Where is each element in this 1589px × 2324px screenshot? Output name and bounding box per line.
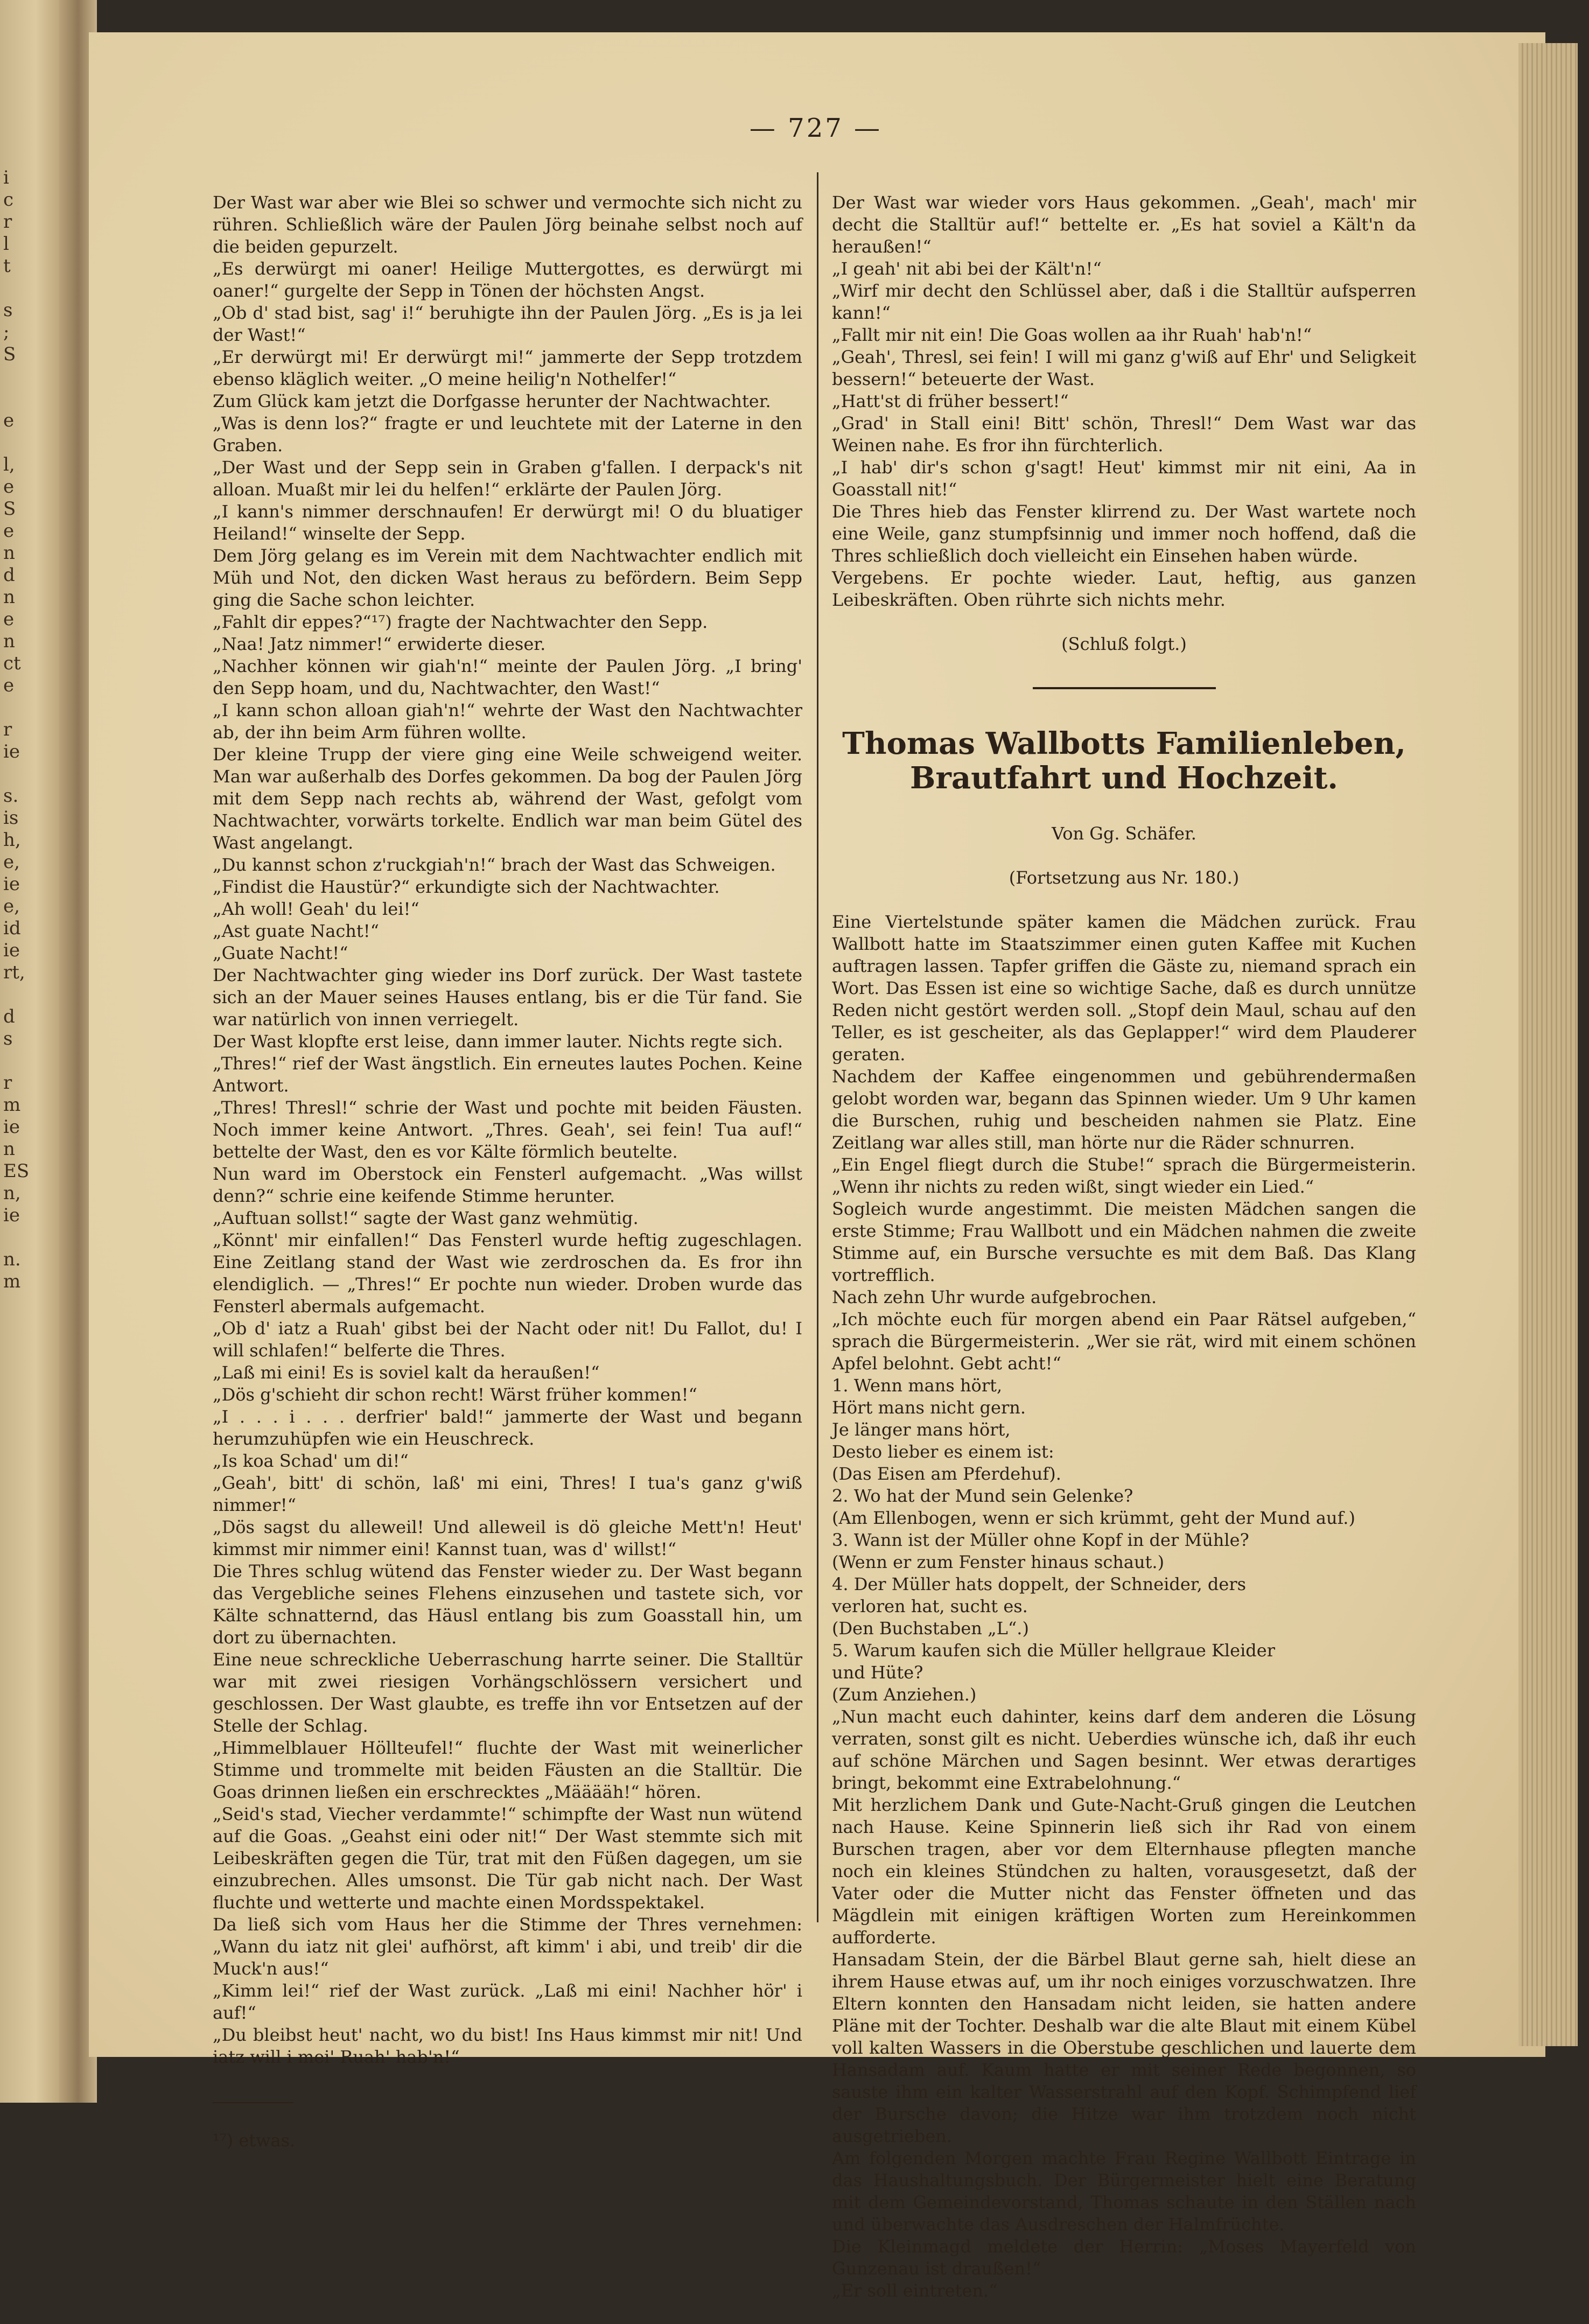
article-byline: Von Gg. Schäfer. [1052, 823, 1196, 844]
page-number: — 727 — [749, 113, 883, 143]
article-headline: Thomas Wallbotts Familienleben, Brautfahrt und Hochzeit. [842, 726, 1406, 796]
continued-note: (Schluß folgt.) [1061, 634, 1187, 654]
left-page-edge [0, 0, 65, 2103]
section-rule [1033, 687, 1216, 689]
page-stack-edge [1518, 43, 1578, 2046]
left-column-text: Der Wast war aber wie Blei so schwer und vermochte sich nicht zu rühren. Schließlich wäre der Paulen Jörg beinahe selbst noch auf die beiden gepurzelt. „Es derwürgt mi oaner! Heilige Muttergottes, es derwürgt mi oaner!“ gurgelte der Sepp in Tönen der höchsten Angst. „Ob d' stad bist, sag' i!“ beruhigte ihn der Paulen Jörg. „Es is ja lei der Wast!“ „Er derwürgt mi! Er derwürgt mi!“ jammerte der Sepp trotzdem ebenso kläglich weiter. „O meine heilig'n Nothelfer!“ Zum Glück kam jetzt die Dorfgasse herunter der Nachtwachter. „Was is denn los?“ fragte er und leuchtete mit der Laterne in den Graben. „Der Wast und der Sepp sein in Graben g'fallen. I derpack's nit alloan. Muaßt mir lei du helfen!“ erklärte der Paulen Jörg. „I kann's nimmer derschnaufen! Er derwürgt mi! O du bluatiger Heiland!“ winselte der Sepp. Dem Jörg gelang es im Verein mit dem Nachtwachter endlich mit Müh und Not, den dicken Wast heraus zu befördern. Beim Sepp ging die Sache schon leichter. „Fahlt dir eppes?“¹⁷) fragte der Nachtwachter den Sepp. „Naa! Jatz nimmer!“ erwiderte dieser. „Nachher können wir giah'n!“ meinte der Paulen Jörg. „I bring' den Sepp hoam, und du, Nachtwachter, den Wast!“ „I kann schon alloan giah'n!“ wehrte der Wast den Nachtwachter ab, der ihn beim Arm führen wollte. Der kleine Trupp der viere ging eine Weile schweigend weiter. Man war außerhalb des Dorfes gekommen. Da bog der Paulen Jörg mit dem Sepp nach rechts ab, während der Wast, gefolgt vom Nachtwachter, vorwärts torkelte. Endlich war man beim Gütel des Wast angelangt. „Du kannst schon z'ruckgiah'n!“ brach der Wast das Schweigen. „Findist die Haustür?“ erkundigte sich der Nachtwachter. „Ah woll! Geah' du lei!“ „Ast guate Nacht!“ „Guate Nacht!“ Der Nachtwachter ging wieder ins Dorf zurück. Der Wast tastete sich an der Mauer seines Hauses entlang, bis er die Tür fand. Sie war natürlich von innen verriegelt. Der Wast klopfte erst leise, dann immer lauter. Nichts regte sich. „Thres!“ rief der Wast ängstlich. Ein erneutes lautes Pochen. Keine Antwort. „Thres! Thresl!“ schrie der Wast und pochte mit beiden Fäusten. Noch immer keine Antwort. „Thres. Geah', sei fein! Tua auf!“ bettelte der Wast, den es vor Kälte förmlich beutelte. Nun ward im Oberstock ein Fensterl aufgemacht. „Was willst denn?“ schrie eine keifende Stimme herunter. „Auftuan sollst!“ sagte der Wast ganz wehmütig. „Könnt' mir einfallen!“ Das Fensterl wurde heftig zugeschlagen. Eine Zeitlang stand der Wast wie zerdroschen da. Es fror ihn elendiglich. — „Thres!“ Er pochte nun wieder. Droben wurde das Fensterl abermals aufgemacht. „Ob d' iatz a Ruah' gibst bei der Nacht oder nit! Du Fallot, du! I will schlafen!“ belferte die Thres. „Laß mi eini! Es is soviel kalt da heraußen!“ „Dös g'schieht dir schon recht! Wärst früher kommen!“ „I . . . i . . . derfrier' bald!“ jammerte der Wast und begann herumzuhüpfen wie ein Heuschreck. „Is koa Schad' um di!“ „Geah', bitt' di schön, laß' mi eini, Thres! I tua's ganz g'wiß nimmer!“ „Dös sagst du alleweil! Und alleweil is dö gleiche Mett'n! Heut' kimmst mir nimmer eini! Kannst tuan, was d' willst!“ Die Thres schlug wütend das Fenster wieder zu. Der Wast begann das Vergebliche seines Flehens einzusehen und tastete sich, vor Kälte schnatternd, das Häusl entlang bis zum Goasstall hin, um dort zu übernachten. Eine neue schreckliche Ueberraschung harrte seiner. Die Stalltür war mit zwei riesigen Vorhängschlössern versichert und geschlossen. Der Wast glaubte, es treffe ihn vor Entsetzen auf der Stelle der Schlag. „Himmelblauer Höllteufel!“ fluchte der Wast mit weinerlicher Stimme und trommelte mit beiden Fäusten an die Stalltür. Die Goas drinnen ließen ein erschrecktes „Määääh!“ hören. „Seid's stad, Viecher verdammte!“ schimpfte der Wast nun wütend auf die Goas. „Geahst eini oder nit!“ Der Wast stemmte sich mit Leibeskräften gegen die Tür, trat mit den Füßen dagegen, um sie einzubrechen. Alles umsonst. Die Tür gab nicht nach. Der Wast fluchte und wetterte und machte einen Mordsspektakel. Da ließ sich vom Haus her die Stimme der Thres vernehmen: „Wann du iatz nit glei' aufhörst, aft kimm' i abi, und treib' dir die Muck'n aus!“ „Kimm lei!“ rief der Wast zurück. „Laß mi eini! Nachher hör' i auf!“ „Du bleibst heut' nacht, wo du bist! Ins Haus kimmst mir nit! Und iatz will i mei' Ruah' hab'n!“ [213, 192, 802, 2067]
footnote: ¹⁷) etwas. [213, 2130, 296, 2151]
column-rule [817, 172, 818, 1922]
footnote-rule [213, 2102, 293, 2103]
continuation-note: (Fortsetzung aus Nr. 180.) [1009, 867, 1240, 888]
left-column [213, 170, 802, 2151]
right-column-text-bottom: Eine Viertelstunde später kamen die Mädchen zurück. Frau Wallbott hatte im Staatszimmer einen guten Kaffee mit Kuchen auftragen lassen. Tapfer griffen die Gäste zu, niemand sprach ein Wort. Das Essen ist eine so wichtige Sache, daß es durch unnütze Reden nicht gestört werden soll. „Stopf dein Maul, schau auf den Teller, es ist gescheiter, als das Geplapper!“ wird dem Plauderer geraten. Nachdem der Kaffee eingenommen und gebührendermaßen gelobt worden war, begann das Spinnen wieder. Um 9 Uhr kamen die Burschen, ruhig und bescheiden nahmen sie Platz. Eine Zeitlang war alles still, man hörte nur die Räder schnurren. „Ein Engel fliegt durch die Stube!“ sprach die Bürgermeisterin. „Wenn ihr nichts zu reden wißt, singt wieder ein Lied.“ Sogleich wurde angestimmt. Die meisten Mädchen sangen die erste Stimme; Frau Wallbott und ein Mädchen nahmen die zweite Stimme auf, ein Bursche versuchte es mit dem Baß. Das Klang vortrefflich. Nach zehn Uhr wurde aufgebrochen. „Ich möchte euch für morgen abend ein Paar Rätsel aufgeben,“ sprach die Bürgermeisterin. „Wer sie rät, wird mit einem schönen Apfel belohnt. Gebt acht!“ 1. Wenn mans hört, Hört mans nicht gern. Je länger mans hört, Desto lieber es einem ist: (Das Eisen am Pferdehuf). 2. Wo hat der Mund sein Gelenke? (Am Ellenbogen, wenn er sich krümmt, geht der Mund auf.) 3. Wann ist der Müller ohne Kopf in der Mühle? (Wenn er zum Fenster hinaus schaut.) 4. Der Müller hats doppelt, der Schneider, ders verloren hat, sucht es. (Den Buchstaben „L“.) 5. Warum kaufen sich die Müller hellgraue Kleider und Hüte? (Zum Anziehen.) „Nun macht euch dahinter, keins darf dem anderen die Lösung verraten, sonst gilt es nicht. Ueberdies wünsche ich, daß ihr euch auf schöne Märchen und Sagen besinnt. Wer etwas derartiges bringt, bekommt eine Extrabelohnung.“ Mit herzlichem Dank und Gute-Nacht-Gruß gingen die Leutchen nach Hause. Keine Spinnerin ließ sich ihr Rad von einem Burschen tragen, aber vor dem Elternhause pflegten manche noch ein kleines Stündchen zu halten, vorausgesetzt, daß der Vater oder die Mutter nicht das Fenster öffneten und das Mägdlein mit einigen kräftigen Worten zum Hereinkommen aufforderte. Hansadam Stein, der die Bärbel Blaut gerne sah, hielt diese an ihrem Hause etwas auf, um ihr noch einiges vorzuschwatzen. Ihre Eltern konnten den Hansadam nicht leiden, sie hatten andere Pläne mit der Tochter. Deshalb war die alte Blaut mit einem Kübel voll kalten Wassers in die Oberstube geschlichen und lauerte dem Hansadam auf. Kaum hatte er mit seiner Rede begonnen, so sauste ihm ein kalter Wasserstrahl auf den Kopf. Schimpfend lief der Bursche davon; die Hitze war ihm trotzdem noch nicht ausgetrieben. Am folgenden Morgen machte Frau Regine Wallbott Eintrage in das Haushaltungsbuch. Der Bürgermeister hielt eine Beratung mit dem Gemeindevorstand, Thomas schaute in den Ställen nach und überwachte das Ausdreschen der Halmfrüchte. Die Kleinmagd meldete der Herrin: „Moses Mayerfeld von Gunzenau ist draußen!“ „Er soll eintreten.“ [832, 912, 1416, 2301]
right-column-text-top: Der Wast war wieder vors Haus gekommen. „Geah', mach' mir decht die Stalltür auf!“ bettelte er. „Es hat soviel a Kält'n da heraußen!“ „I geah' nit abi bei der Kält'n!“ „Wirf mir decht den Schlüssel aber, daß i die Stalltür aufsperren kann!“ „Fallt mir nit ein! Die Goas wollen aa ihr Ruah' hab'n!“ „Geah', Thresl, sei fein! I will mi ganz g'wiß auf Ehr' und Seligkeit bessern!“ beteuerte der Wast. „Hatt'st di früher bessert!“ „Grad' in Stall eini! Bitt' schön, Thresl!“ Dem Wast war das Weinen nahe. Es fror ihn fürchterlich. „I hab' dir's schon g'sagt! Heut' kimmst mir nit eini, Aa in Goasstall nit!“ Die Thres hieb das Fenster klirrend zu. Der Wast wartete noch eine Weile, ganz stumpfsinnig und immer noch hoffend, daß die Thres schließlich doch vielleicht ein Einsehen haben würde. Vergebens. Er pochte wieder. Laut, heftig, aus ganzen Leibeskräften. Oben rührte sich nichts mehr. [832, 192, 1416, 610]
left-page-fragments: i c r l t s ; S e l, e S e n d n e n ct e r ie s. is h, e, ie e, id ie rt, d s r m ie n ES n, ie n. m [3, 167, 30, 1292]
right-column [832, 170, 1416, 2301]
